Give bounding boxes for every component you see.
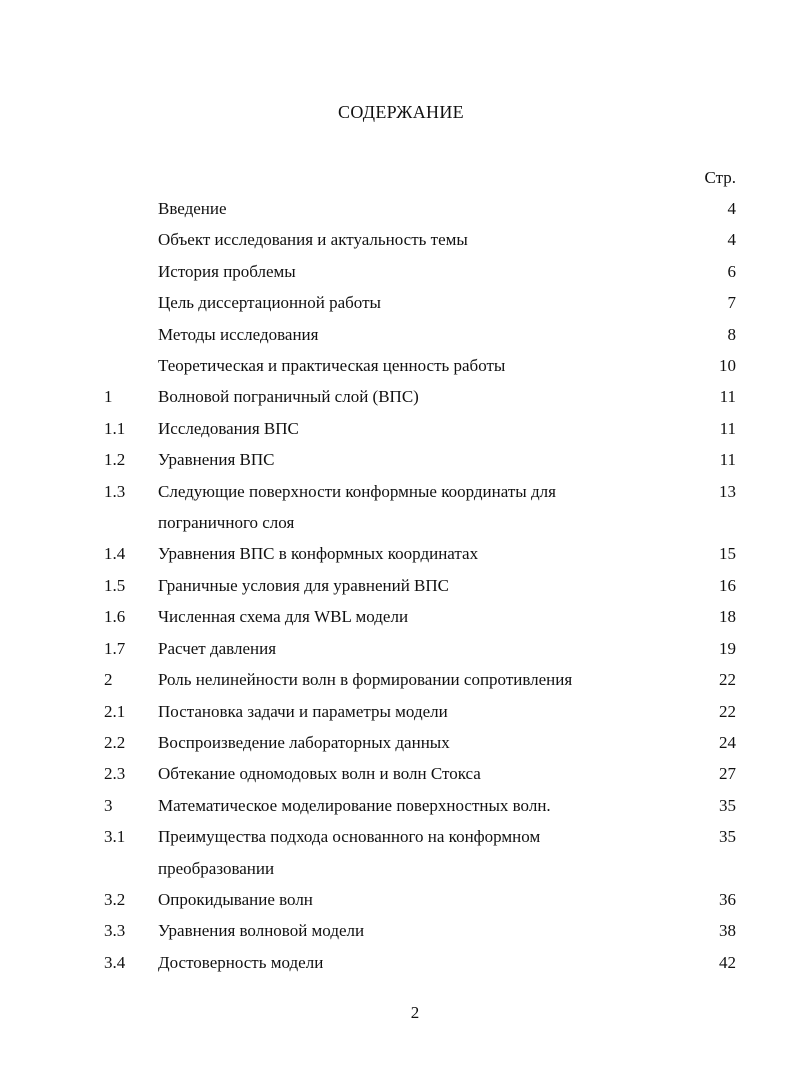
toc-entry-number: 2.1 xyxy=(104,701,126,721)
toc-entry-number: 3 xyxy=(104,795,113,815)
toc-entry xyxy=(0,821,792,884)
toc-entry-title: Объект исследования и актуальность темы xyxy=(158,230,468,250)
table-of-contents xyxy=(0,193,792,978)
toc-entry xyxy=(0,601,792,632)
toc-entry-title: Граничные условия для уравнений ВПС xyxy=(158,575,450,595)
toc-entry xyxy=(0,319,792,350)
toc-entry-page: 22 xyxy=(719,701,736,721)
toc-entry-number: 3.3 xyxy=(104,921,126,941)
page-column-label: Стр. xyxy=(704,168,736,187)
toc-entry-title: Роль нелинейности волн в формировании сопротивления xyxy=(158,670,573,690)
toc-entry-title: Опрокидывание волн xyxy=(158,889,313,909)
toc-entry-title: Уравнения волновой модели xyxy=(158,921,365,941)
toc-entry-title: Достоверность модели xyxy=(158,952,324,972)
toc-entry-title: Расчет давления xyxy=(158,638,277,658)
toc-entry xyxy=(0,476,792,539)
toc-entry xyxy=(0,350,792,381)
toc-entry-number: 3.2 xyxy=(104,889,126,909)
toc-entry-title: Математическое моделирование поверхностных волн. xyxy=(158,795,551,815)
toc-entry-title: Исследования ВПС xyxy=(158,418,299,438)
toc-entry-title: Введение xyxy=(158,199,227,218)
toc-entry xyxy=(0,444,792,475)
toc-entry xyxy=(0,413,792,444)
toc-entry-number: 2 xyxy=(104,670,113,690)
toc-entry xyxy=(0,915,792,946)
toc-entry xyxy=(0,256,792,287)
toc-entry-title: Методы исследования xyxy=(158,324,319,344)
toc-entry-title: Теоретическая и практическая ценность работы xyxy=(158,356,506,376)
toc-entry-page: 38 xyxy=(719,921,736,941)
toc-entry-title: Уравнения ВПС в конформных координатах xyxy=(158,544,479,564)
toc-entry-page: 10 xyxy=(719,356,736,376)
toc-entry-page: 22 xyxy=(719,670,736,690)
toc-entry-page: 11 xyxy=(719,418,736,438)
toc-entry-number: 2.3 xyxy=(104,764,126,784)
toc-entry-page: 11 xyxy=(719,387,736,407)
toc-entry xyxy=(0,947,792,978)
toc-entry xyxy=(0,224,792,255)
toc-entry-page: 13 xyxy=(719,481,736,501)
toc-entry-page: 11 xyxy=(719,450,736,470)
toc-entry-title: Воспроизведение лабораторных данных xyxy=(158,732,450,752)
toc-entry-page: 35 xyxy=(719,795,736,815)
toc-entry-title: Численная схема для WBL модели xyxy=(158,607,409,627)
toc-entry-number: 1.3 xyxy=(104,481,126,501)
toc-entry-page: 27 xyxy=(719,764,736,784)
toc-entry-number: 1.7 xyxy=(104,638,126,658)
toc-entry xyxy=(0,381,792,412)
page-title: СОДЕРЖАНИЕ xyxy=(338,102,464,122)
toc-entry xyxy=(0,727,792,758)
toc-entry-number: 1.4 xyxy=(104,544,126,564)
toc-entry xyxy=(0,538,792,569)
toc-entry-page: 4 xyxy=(727,230,736,250)
toc-entry xyxy=(0,193,792,224)
toc-entry-page: 36 xyxy=(719,889,736,909)
toc-entry-number: 1.2 xyxy=(104,450,126,470)
toc-entry xyxy=(0,287,792,318)
toc-entry xyxy=(0,696,792,727)
page-number: 2 xyxy=(410,1003,420,1022)
toc-entry-number: 2.2 xyxy=(104,732,126,752)
toc-entry-title: Следующие поверхности конформные координаты для пограничного слоя xyxy=(158,481,556,533)
toc-entry-number: 1.5 xyxy=(104,575,126,595)
toc-entry-number: 3.4 xyxy=(104,952,126,972)
toc-entry-number: 1 xyxy=(104,387,113,407)
toc-entry-page: 24 xyxy=(719,732,736,752)
toc-entry-title: Цель диссертационной работы xyxy=(158,293,381,313)
toc-entry-page: 15 xyxy=(719,544,736,564)
toc-entry-title: Преимущества подхода основанного на конформном преобразовании xyxy=(158,827,541,878)
toc-entry-title: Волновой пограничный слой (ВПС) xyxy=(158,387,419,407)
toc-entry-title: Постановка задачи и параметры модели xyxy=(158,701,448,721)
toc-entry xyxy=(0,570,792,601)
toc-entry-page: 6 xyxy=(727,261,736,281)
toc-entry-title: Уравнения ВПС xyxy=(158,450,275,470)
toc-entry-page: 19 xyxy=(719,638,736,658)
toc-entry-page: 18 xyxy=(719,607,736,627)
toc-entry xyxy=(0,758,792,789)
toc-entry-page: 7 xyxy=(727,293,736,313)
toc-entry-page: 8 xyxy=(727,324,736,344)
toc-entry-number: 3.1 xyxy=(104,827,126,847)
toc-entry-title: Обтекание одномодовых волн и волн Стокса xyxy=(158,764,481,784)
toc-entry-title: История проблемы xyxy=(158,261,296,281)
toc-entry xyxy=(0,633,792,664)
toc-entry-page: 35 xyxy=(719,827,736,847)
toc-entry-page: 16 xyxy=(719,575,736,595)
toc-entry-page: 4 xyxy=(727,199,736,218)
toc-entry xyxy=(0,664,792,695)
toc-entry xyxy=(0,790,792,821)
toc-entry-number: 1.6 xyxy=(104,607,126,627)
toc-entry xyxy=(0,884,792,915)
toc-entry-page: 42 xyxy=(719,952,736,972)
toc-entry-number: 1.1 xyxy=(104,418,126,438)
